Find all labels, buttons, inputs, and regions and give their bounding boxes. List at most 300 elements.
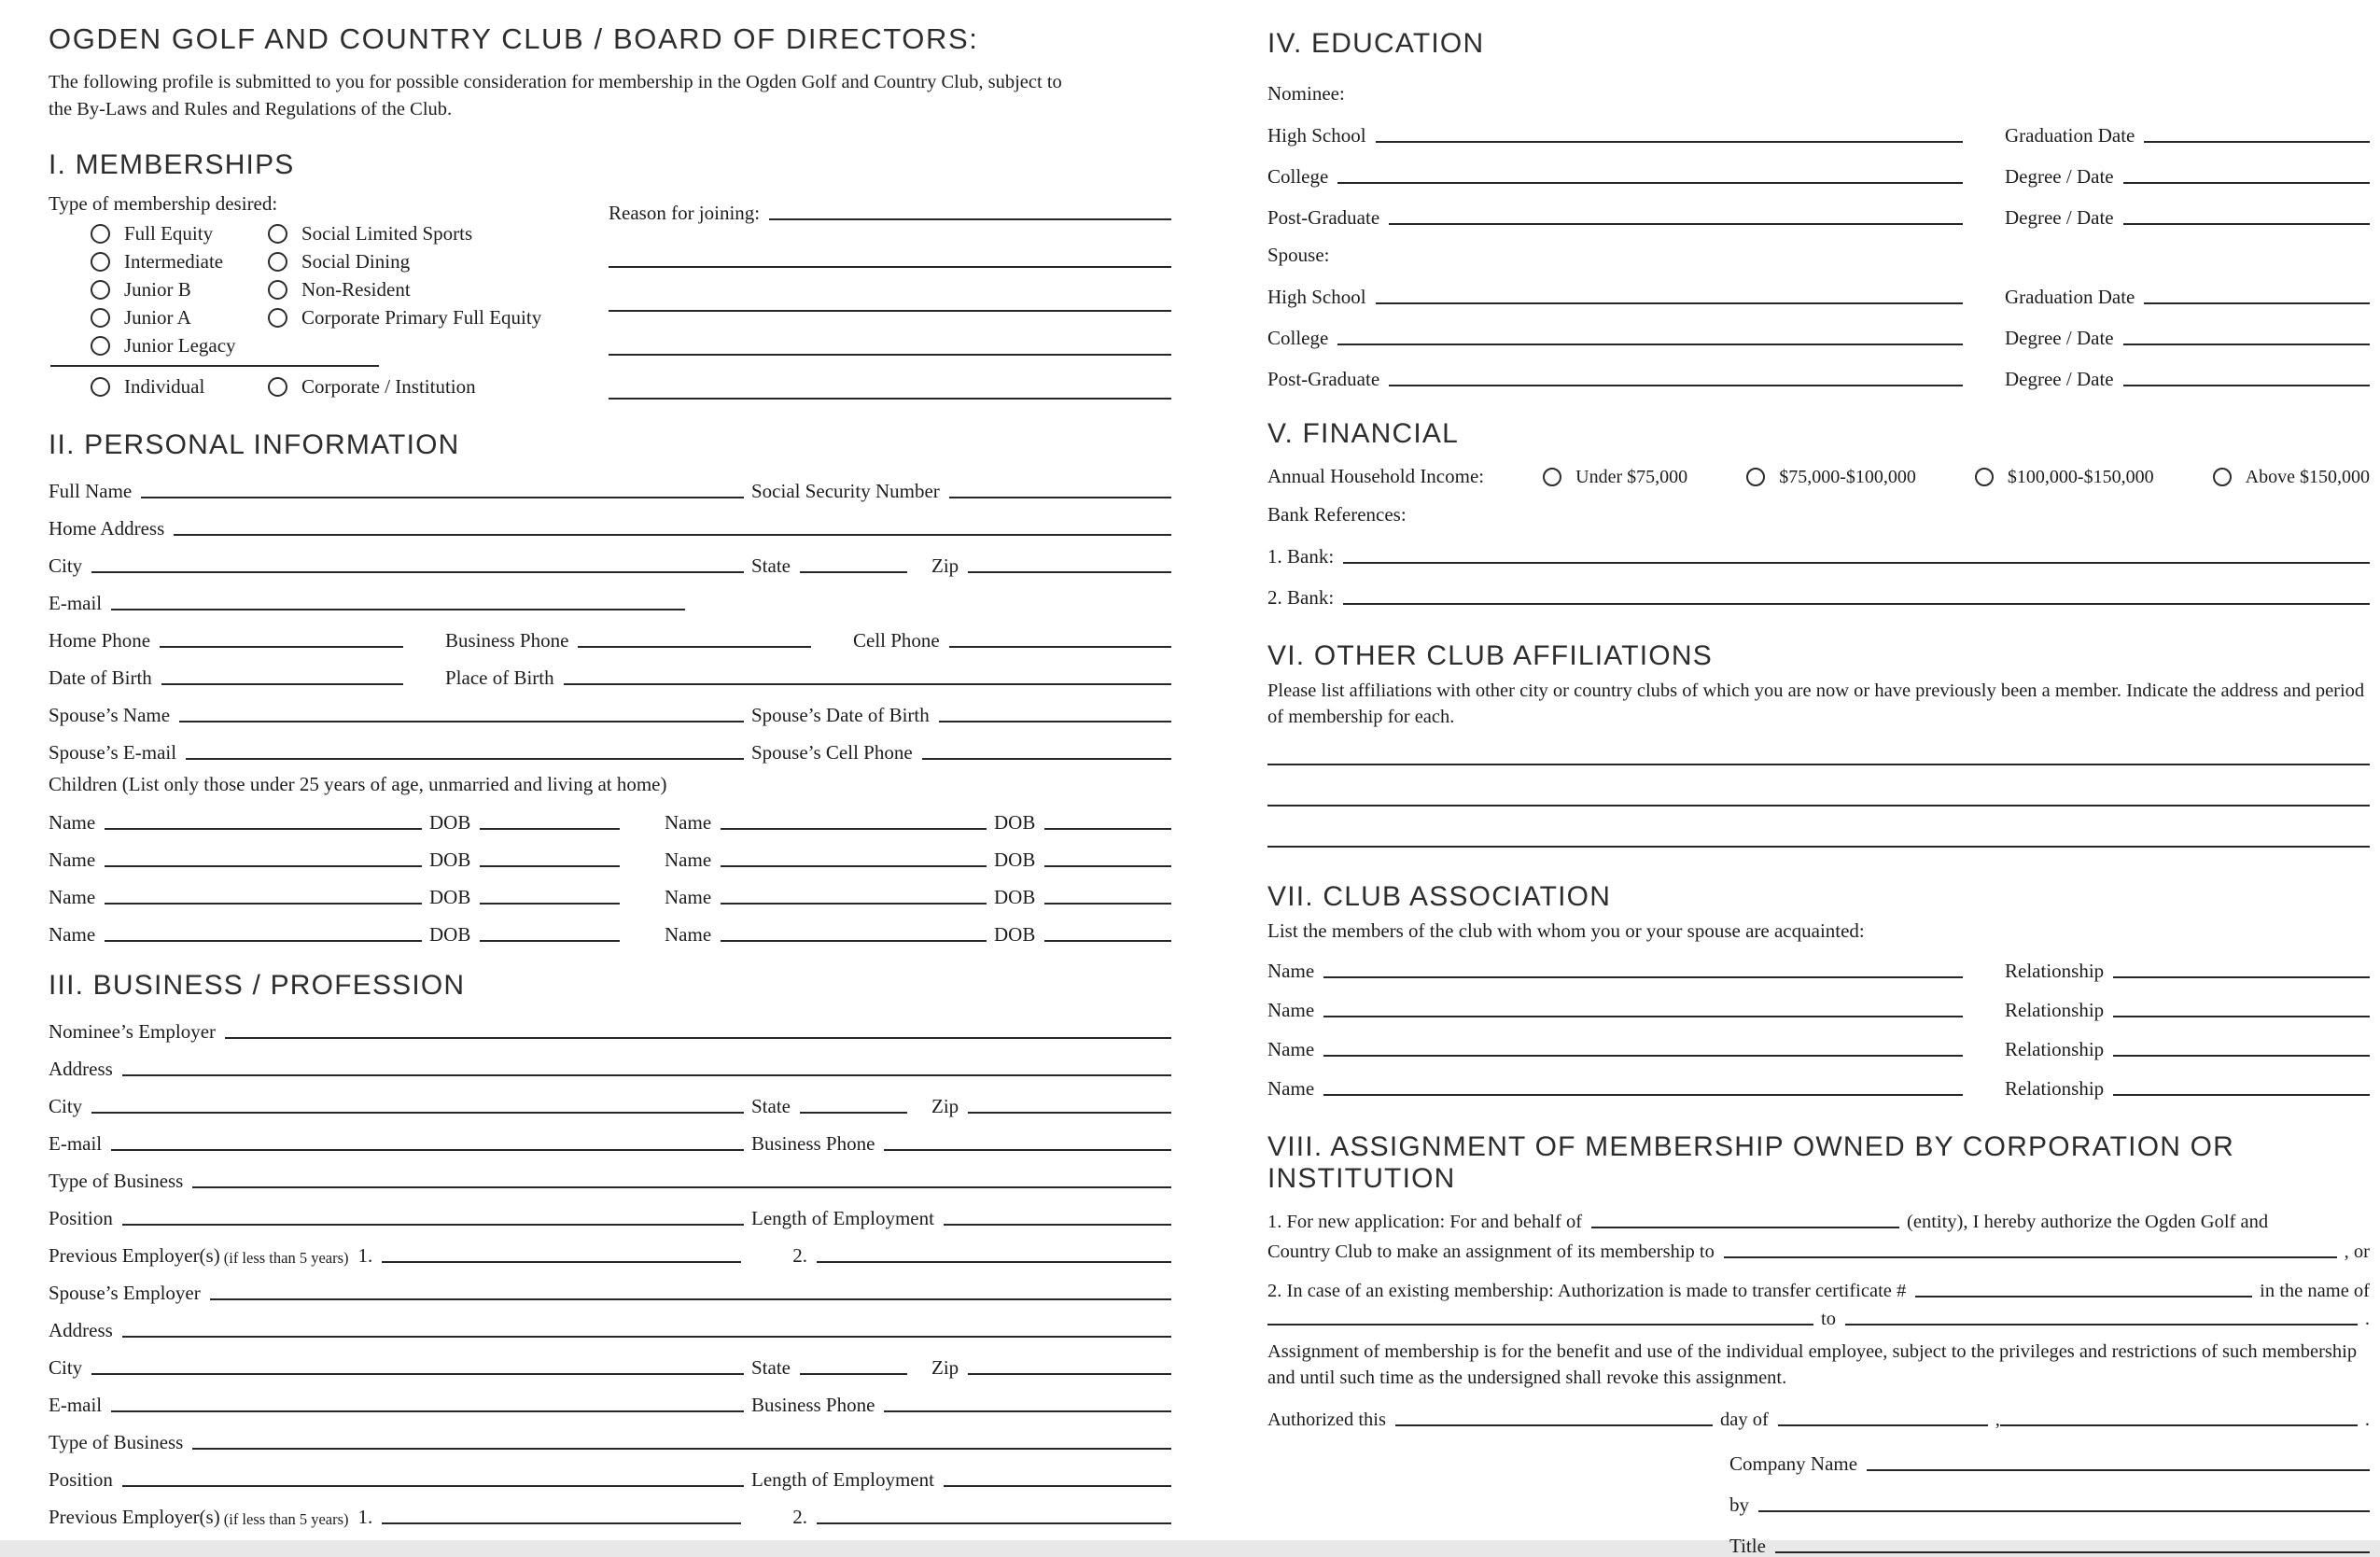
ssn-label: Social Security Number xyxy=(751,480,940,503)
city-label: City xyxy=(49,1095,83,1118)
form-row xyxy=(49,1117,1171,1155)
spouse-business-state-field[interactable] xyxy=(800,1373,907,1375)
member-name-field[interactable] xyxy=(1323,976,1963,978)
affiliations-instructions: Please list affiliations with other city or country clubs of which you are now or have previously been a member. Indicate the address and period of membership for each. xyxy=(1267,680,2365,727)
option-non-resident xyxy=(268,279,609,300)
child-dob-label: DOB xyxy=(994,923,1036,947)
address-label: Address xyxy=(49,1058,113,1081)
spouse-type-of-business-field[interactable] xyxy=(192,1448,1171,1450)
right-column xyxy=(1267,22,2370,1557)
income-option-75k-100k xyxy=(1746,467,1916,487)
certificate-number-field[interactable] xyxy=(1915,1296,2252,1298)
spouse-hs-graduation-date-field[interactable] xyxy=(2144,302,2370,304)
post-graduate-label: Post-Graduate xyxy=(1267,206,1380,230)
spouse-college-field[interactable] xyxy=(1337,344,1963,345)
position-label: Position xyxy=(49,1468,113,1492)
child-dob-label: DOB xyxy=(994,811,1036,835)
spouse-pg-degree-date-field[interactable] xyxy=(2123,385,2370,386)
nominee-employer-label: Nominee’s Employer xyxy=(49,1020,217,1044)
zip-field[interactable] xyxy=(968,571,1171,573)
option-junior-legacy xyxy=(91,335,268,356)
member-name-field[interactable] xyxy=(1323,1055,1963,1057)
affiliation-field[interactable] xyxy=(1267,846,2370,848)
child-name-label: Name xyxy=(49,849,96,872)
company-signature-block xyxy=(1729,1434,2370,1557)
form-row xyxy=(49,465,1171,502)
reason-for-joining-field[interactable] xyxy=(609,266,1171,268)
authorized-month-field[interactable] xyxy=(1778,1424,1988,1426)
title-label: Title xyxy=(1729,1535,1766,1557)
radio-button-icon[interactable] xyxy=(1746,468,1765,486)
full-name-label: Full Name xyxy=(49,480,133,503)
state-label: State xyxy=(751,1356,791,1380)
form-row xyxy=(1729,1516,2370,1557)
spouse-name-label: Spouse’s Name xyxy=(49,704,171,727)
degree-date-label: Degree / Date xyxy=(2005,368,2114,391)
option-social-limited-sports xyxy=(268,223,609,244)
membership-entity-grid xyxy=(49,376,609,397)
email-label: E-mail xyxy=(49,1132,103,1156)
business-phone-label: Business Phone xyxy=(445,629,569,652)
radio-button-icon[interactable] xyxy=(91,280,110,300)
form-row xyxy=(49,1155,1171,1192)
graduation-date-label: Graduation Date xyxy=(2005,286,2135,309)
company-name-field[interactable] xyxy=(1867,1469,2370,1471)
title-field[interactable] xyxy=(1775,1551,2370,1553)
spouse-college-degree-date-field[interactable] xyxy=(2123,344,2370,345)
radio-button-icon[interactable] xyxy=(2213,468,2232,486)
form-row xyxy=(49,1043,1171,1080)
spouse-previous-employer-2-field[interactable] xyxy=(817,1522,1171,1524)
form-row xyxy=(49,1080,1171,1117)
authorized-this-label: Authorized this xyxy=(1267,1409,1386,1430)
zip-label: Zip xyxy=(931,1095,959,1118)
child-dob-label: DOB xyxy=(429,849,471,872)
radio-button-icon[interactable] xyxy=(1975,468,1994,486)
child-dob-field[interactable] xyxy=(480,828,620,830)
assignment-line xyxy=(1267,1301,2370,1329)
radio-button-icon[interactable] xyxy=(91,377,110,397)
option-label: Social Limited Sports xyxy=(301,222,473,245)
relationship-field[interactable] xyxy=(2113,976,2370,978)
option-label: $100,000-$150,000 xyxy=(2007,466,2154,487)
spouse-dob-label: Spouse’s Date of Birth xyxy=(751,704,930,727)
form-row xyxy=(49,1192,1171,1229)
radio-button-icon[interactable] xyxy=(268,224,287,244)
relationship-label: Relationship xyxy=(2005,1038,2105,1061)
radio-button-icon[interactable] xyxy=(268,308,287,328)
child-dob-label: DOB xyxy=(429,811,471,835)
date-of-birth-field[interactable] xyxy=(161,683,403,685)
radio-button-icon[interactable] xyxy=(91,252,110,272)
children-note: Children (List only those under 25 years of age, unmarried and living at home) xyxy=(49,773,667,795)
nominee-college-field[interactable] xyxy=(1337,182,1963,184)
child-name-field[interactable] xyxy=(105,828,422,830)
relationship-label: Relationship xyxy=(2005,999,2105,1022)
state-label: State xyxy=(751,1095,791,1118)
option-label: Junior Legacy xyxy=(124,334,236,357)
reason-for-joining-block xyxy=(609,192,1171,400)
assignment-text: 2. In case of an existing membership: Authorization is made to transfer certificate # xyxy=(1267,1280,1907,1301)
company-name-label: Company Name xyxy=(1729,1452,1858,1476)
child-name-field[interactable] xyxy=(721,940,987,942)
post-graduate-label: Post-Graduate xyxy=(1267,368,1380,391)
child-row xyxy=(49,834,1171,871)
child-dob-field[interactable] xyxy=(480,865,620,867)
assignment-text: 1. For new application: For and behalf of xyxy=(1267,1211,1583,1232)
financial-heading: V. FINANCIAL xyxy=(1267,418,1460,449)
cell-phone-field[interactable] xyxy=(949,646,1171,648)
form-row xyxy=(49,1453,1171,1491)
member-name-label: Name xyxy=(1267,1077,1315,1101)
previous-employer-1-label: 1. xyxy=(357,1506,373,1529)
previous-employer-1-label: 1. xyxy=(357,1244,373,1268)
home-address-label: Home Address xyxy=(49,517,165,540)
form-row xyxy=(609,194,1171,224)
association-instructions: List the members of the club with whom you or your spouse are acquainted: xyxy=(1267,919,1865,942)
assignment-text: Country Club to make an assignment of its membership to xyxy=(1267,1241,1715,1262)
relationship-field[interactable] xyxy=(2113,1016,2370,1017)
zip-label: Zip xyxy=(931,554,959,578)
spouse-business-email-field[interactable] xyxy=(111,1410,744,1412)
business-email-field[interactable] xyxy=(111,1149,744,1151)
child-dob-field[interactable] xyxy=(480,940,620,942)
place-of-birth-label: Place of Birth xyxy=(445,666,554,690)
degree-date-label: Degree / Date xyxy=(2005,327,2114,350)
form-row xyxy=(49,577,1171,614)
full-name-field[interactable] xyxy=(141,497,744,498)
home-address-field[interactable] xyxy=(174,534,1171,536)
option-intermediate xyxy=(91,251,268,272)
place-of-birth-field[interactable] xyxy=(564,683,1171,685)
membership-options-grid xyxy=(49,223,609,356)
assignment-text: in the name of xyxy=(2260,1280,2370,1301)
form-row xyxy=(1729,1475,2370,1516)
form-row xyxy=(49,1491,1171,1528)
spouse-employer-label: Spouse’s Employer xyxy=(49,1282,201,1305)
assignment-line xyxy=(1267,1269,2370,1301)
child-dob-field[interactable] xyxy=(1044,940,1171,942)
form-row xyxy=(49,1341,1171,1379)
child-name-label: Name xyxy=(49,923,96,947)
business-phone-label: Business Phone xyxy=(751,1132,875,1156)
city-label: City xyxy=(49,554,83,578)
form-row xyxy=(49,1229,1171,1267)
option-label: Junior A xyxy=(124,306,191,329)
options-divider xyxy=(50,365,379,367)
high-school-label: High School xyxy=(1267,124,1366,147)
zip-label: Zip xyxy=(931,1356,959,1380)
affiliation-field[interactable] xyxy=(1267,805,2370,807)
member-name-label: Name xyxy=(1267,999,1315,1022)
business-phone-field[interactable] xyxy=(884,1149,1171,1151)
assignment-text: . xyxy=(2364,1308,2370,1329)
intro-text: The following profile is submitted to you for possible consideration for membership in the Ogden Golf and Country Club, subject to the By-Laws and Rules and Regulations of the Club. xyxy=(49,72,1062,119)
form-row xyxy=(1267,188,2370,229)
business-address-field[interactable] xyxy=(122,1074,1171,1076)
length-of-employment-field[interactable] xyxy=(944,1224,1171,1226)
email-label: E-mail xyxy=(49,1394,103,1417)
child-dob-label: DOB xyxy=(429,923,471,947)
graduation-date-label: Graduation Date xyxy=(2005,124,2135,147)
radio-button-icon[interactable] xyxy=(91,336,110,356)
college-label: College xyxy=(1267,327,1329,350)
city-label: City xyxy=(49,1356,83,1380)
business-phone-field[interactable] xyxy=(578,646,811,648)
child-name-field[interactable] xyxy=(721,828,987,830)
personal-info-heading: II. PERSONAL INFORMATION xyxy=(49,429,460,460)
by-field[interactable] xyxy=(1758,1510,2370,1512)
type-of-business-label: Type of Business xyxy=(49,1170,184,1193)
spouse-dob-field[interactable] xyxy=(939,721,1171,722)
form-row xyxy=(49,726,1171,764)
previous-employers-label: Previous Employer(s) xyxy=(49,1244,220,1268)
option-label: Corporate / Institution xyxy=(301,375,476,398)
income-option-under-75k xyxy=(1543,467,1687,487)
form-row xyxy=(1267,267,2370,308)
child-dob-field[interactable] xyxy=(1044,865,1171,867)
transfer-from-field[interactable] xyxy=(1267,1324,1813,1326)
degree-date-label: Degree / Date xyxy=(2005,165,2114,189)
spouse-position-field[interactable] xyxy=(122,1485,744,1487)
nominee-college-degree-date-field[interactable] xyxy=(2123,182,2370,184)
spouse-cell-phone-label: Spouse’s Cell Phone xyxy=(751,741,913,764)
child-row xyxy=(49,908,1171,946)
email-label: E-mail xyxy=(49,592,103,615)
form-row xyxy=(1267,105,2370,147)
previous-employer-2-field[interactable] xyxy=(817,1261,1171,1263)
child-dob-label: DOB xyxy=(994,886,1036,909)
spouse-employer-field[interactable] xyxy=(210,1298,1171,1300)
nominee-post-graduate-field[interactable] xyxy=(1389,223,1963,225)
relationship-field[interactable] xyxy=(2113,1055,2370,1057)
child-dob-field[interactable] xyxy=(480,903,620,905)
business-state-field[interactable] xyxy=(800,1112,907,1114)
child-row xyxy=(49,871,1171,908)
option-label: Corporate Primary Full Equity xyxy=(301,306,542,329)
form-row xyxy=(49,502,1171,540)
reason-for-joining-field[interactable] xyxy=(609,354,1171,356)
affiliations-heading: VI. OTHER CLUB AFFILIATIONS xyxy=(1267,640,1713,671)
assignment-terms: Assignment of membership is for the benefit and use of the individual employee, subject to the privileges and restrictions of such membership and until such time as the undersigned shall revoke this assignment. xyxy=(1267,1341,2358,1388)
affiliation-field[interactable] xyxy=(1267,764,2370,765)
nominee-hs-graduation-date-field[interactable] xyxy=(2144,141,2370,143)
spouse-high-school-field[interactable] xyxy=(1376,302,1963,304)
reason-for-joining-field[interactable] xyxy=(769,218,1171,220)
radio-button-icon[interactable] xyxy=(268,377,287,397)
spouse-previous-employer-1-field[interactable] xyxy=(382,1522,741,1524)
form-row xyxy=(49,1005,1171,1043)
option-label: Junior B xyxy=(124,278,191,301)
spouse-label: Spouse: xyxy=(1267,244,1330,266)
option-social-dining xyxy=(268,251,609,272)
form-row xyxy=(1267,308,2370,349)
relationship-field[interactable] xyxy=(2113,1094,2370,1096)
child-dob-field[interactable] xyxy=(1044,903,1171,905)
by-label: by xyxy=(1729,1494,1749,1517)
option-label: $75,000-$100,000 xyxy=(1779,466,1916,487)
association-row xyxy=(1267,1021,2370,1060)
transfer-to-field[interactable] xyxy=(1845,1324,2358,1326)
child-name-label: Name xyxy=(665,811,712,835)
child-name-field[interactable] xyxy=(105,940,422,942)
left-column xyxy=(49,22,1171,1528)
nominee-pg-degree-date-field[interactable] xyxy=(2123,223,2370,225)
nominee-employer-field[interactable] xyxy=(225,1037,1171,1039)
form-row xyxy=(1267,349,2370,390)
option-corporate-institution xyxy=(268,376,609,397)
child-name-label: Name xyxy=(665,849,712,872)
spouse-cell-phone-field[interactable] xyxy=(922,758,1171,760)
ssn-field[interactable] xyxy=(949,497,1171,498)
business-zip-field[interactable] xyxy=(968,1112,1171,1114)
option-label: Intermediate xyxy=(124,250,224,273)
spouse-post-graduate-field[interactable] xyxy=(1389,385,1963,386)
option-label: Individual xyxy=(124,375,205,398)
bank-2-field[interactable] xyxy=(1343,603,2370,605)
radio-button-icon[interactable] xyxy=(91,308,110,328)
form-row xyxy=(1267,526,2370,568)
form-row xyxy=(49,689,1171,726)
assignee-field[interactable] xyxy=(1724,1256,2337,1258)
child-name-field[interactable] xyxy=(721,903,987,905)
state-field[interactable] xyxy=(800,571,907,573)
email-field[interactable] xyxy=(111,609,685,610)
day-of-label: day of xyxy=(1719,1409,1769,1430)
degree-date-label: Degree / Date xyxy=(2005,206,2114,230)
member-name-field[interactable] xyxy=(1323,1016,1963,1017)
child-name-field[interactable] xyxy=(721,865,987,867)
bank-1-label: 1. Bank: xyxy=(1267,545,1335,568)
reason-for-joining-field[interactable] xyxy=(609,310,1171,312)
memberships-heading: I. MEMBERSHIPS xyxy=(49,149,295,180)
home-phone-label: Home Phone xyxy=(49,629,151,652)
page-title: OGDEN GOLF AND COUNTRY CLUB / BOARD OF DIRECTORS: xyxy=(49,22,979,55)
relationship-label: Relationship xyxy=(2005,960,2105,983)
address-label: Address xyxy=(49,1319,113,1342)
type-of-business-field[interactable] xyxy=(192,1186,1171,1188)
spouse-business-city-field[interactable] xyxy=(91,1373,744,1375)
state-label: State xyxy=(751,554,791,578)
member-name-label: Name xyxy=(1267,1038,1315,1061)
option-label: Non-Resident xyxy=(301,278,411,301)
previous-employer-2-label: 2. xyxy=(792,1244,808,1268)
length-of-employment-label: Length of Employment xyxy=(751,1468,934,1492)
assignment-heading: VIII. ASSIGNMENT OF MEMBERSHIP OWNED BY CORPORATION OR INSTITUTION xyxy=(1267,1131,2235,1194)
child-name-label: Name xyxy=(665,886,712,909)
bank-1-field[interactable] xyxy=(1343,562,2370,564)
college-label: College xyxy=(1267,165,1329,189)
child-name-label: Name xyxy=(49,886,96,909)
assignment-text: , or xyxy=(2344,1241,2370,1262)
child-dob-label: DOB xyxy=(994,849,1036,872)
option-label: Above $150,000 xyxy=(2245,466,2370,487)
option-full-equity xyxy=(91,223,268,244)
radio-button-icon[interactable] xyxy=(268,280,287,300)
spouse-name-field[interactable] xyxy=(179,721,744,722)
reason-for-joining-label: Reason for joining: xyxy=(609,202,761,225)
child-name-label: Name xyxy=(665,923,712,947)
child-name-label: Name xyxy=(49,811,96,835)
form-row xyxy=(49,540,1171,577)
spouse-business-phone-field[interactable] xyxy=(884,1410,1171,1412)
authorized-day-field[interactable] xyxy=(1395,1424,1713,1426)
authorized-row xyxy=(1267,1396,2370,1430)
previous-employers-note: (if less than 5 years) xyxy=(223,1249,349,1268)
form-row xyxy=(49,614,1171,652)
business-phone-label: Business Phone xyxy=(751,1394,875,1417)
form-row xyxy=(1267,568,2370,609)
child-name-field[interactable] xyxy=(105,865,422,867)
form-row xyxy=(49,652,1171,689)
radio-button-icon[interactable] xyxy=(1543,468,1561,486)
form-row xyxy=(1267,147,2370,188)
length-of-employment-label: Length of Employment xyxy=(751,1207,934,1230)
spouse-business-zip-field[interactable] xyxy=(968,1373,1171,1375)
radio-button-icon[interactable] xyxy=(91,224,110,244)
period-text: . xyxy=(2364,1409,2370,1430)
high-school-label: High School xyxy=(1267,286,1366,309)
nominee-high-school-field[interactable] xyxy=(1376,141,1963,143)
city-field[interactable] xyxy=(91,571,744,573)
position-field[interactable] xyxy=(122,1224,744,1226)
date-of-birth-label: Date of Birth xyxy=(49,666,152,690)
comma-text: , xyxy=(1995,1409,2000,1430)
position-label: Position xyxy=(49,1207,113,1230)
form-row xyxy=(49,1267,1171,1304)
spouse-length-of-employment-field[interactable] xyxy=(944,1485,1171,1487)
business-city-field[interactable] xyxy=(91,1112,744,1114)
type-of-business-label: Type of Business xyxy=(49,1431,184,1454)
spouse-business-address-field[interactable] xyxy=(122,1336,1171,1338)
option-label: Under $75,000 xyxy=(1575,466,1688,487)
cell-phone-label: Cell Phone xyxy=(853,629,940,652)
association-row xyxy=(1267,943,2370,982)
option-corporate-primary-full-equity xyxy=(268,307,609,328)
previous-employer-1-field[interactable] xyxy=(382,1261,741,1263)
option-junior-b xyxy=(91,279,268,300)
radio-button-icon[interactable] xyxy=(268,252,287,272)
form-row xyxy=(1729,1434,2370,1475)
form-row xyxy=(49,1379,1171,1416)
nominee-label: Nominee: xyxy=(1267,82,1345,105)
assignment-text: to xyxy=(1821,1308,1836,1329)
relationship-label: Relationship xyxy=(2005,1077,2105,1101)
business-heading: III. BUSINESS / PROFESSION xyxy=(49,970,466,1001)
income-row xyxy=(1267,465,2370,488)
assignment-line xyxy=(1267,1199,2370,1232)
member-name-field[interactable] xyxy=(1323,1094,1963,1096)
income-label: Annual Household Income: xyxy=(1267,465,1485,487)
membership-type-options xyxy=(49,192,609,400)
child-dob-label: DOB xyxy=(429,886,471,909)
option-individual xyxy=(91,376,268,397)
child-name-field[interactable] xyxy=(105,903,422,905)
reason-for-joining-field[interactable] xyxy=(609,398,1171,400)
previous-employers-label: Previous Employer(s) xyxy=(49,1506,220,1529)
option-label: Full Equity xyxy=(124,222,214,245)
form-row xyxy=(49,1416,1171,1453)
spouse-email-field[interactable] xyxy=(186,758,744,760)
home-phone-field[interactable] xyxy=(160,646,403,648)
entity-field[interactable] xyxy=(1591,1227,1899,1228)
authorized-year-field[interactable] xyxy=(2000,1424,2358,1426)
child-dob-field[interactable] xyxy=(1044,828,1171,830)
spouse-email-label: Spouse’s E-mail xyxy=(49,741,177,764)
previous-employer-2-label: 2. xyxy=(792,1506,808,1529)
form-row xyxy=(49,1304,1171,1341)
option-label: Social Dining xyxy=(301,250,411,273)
